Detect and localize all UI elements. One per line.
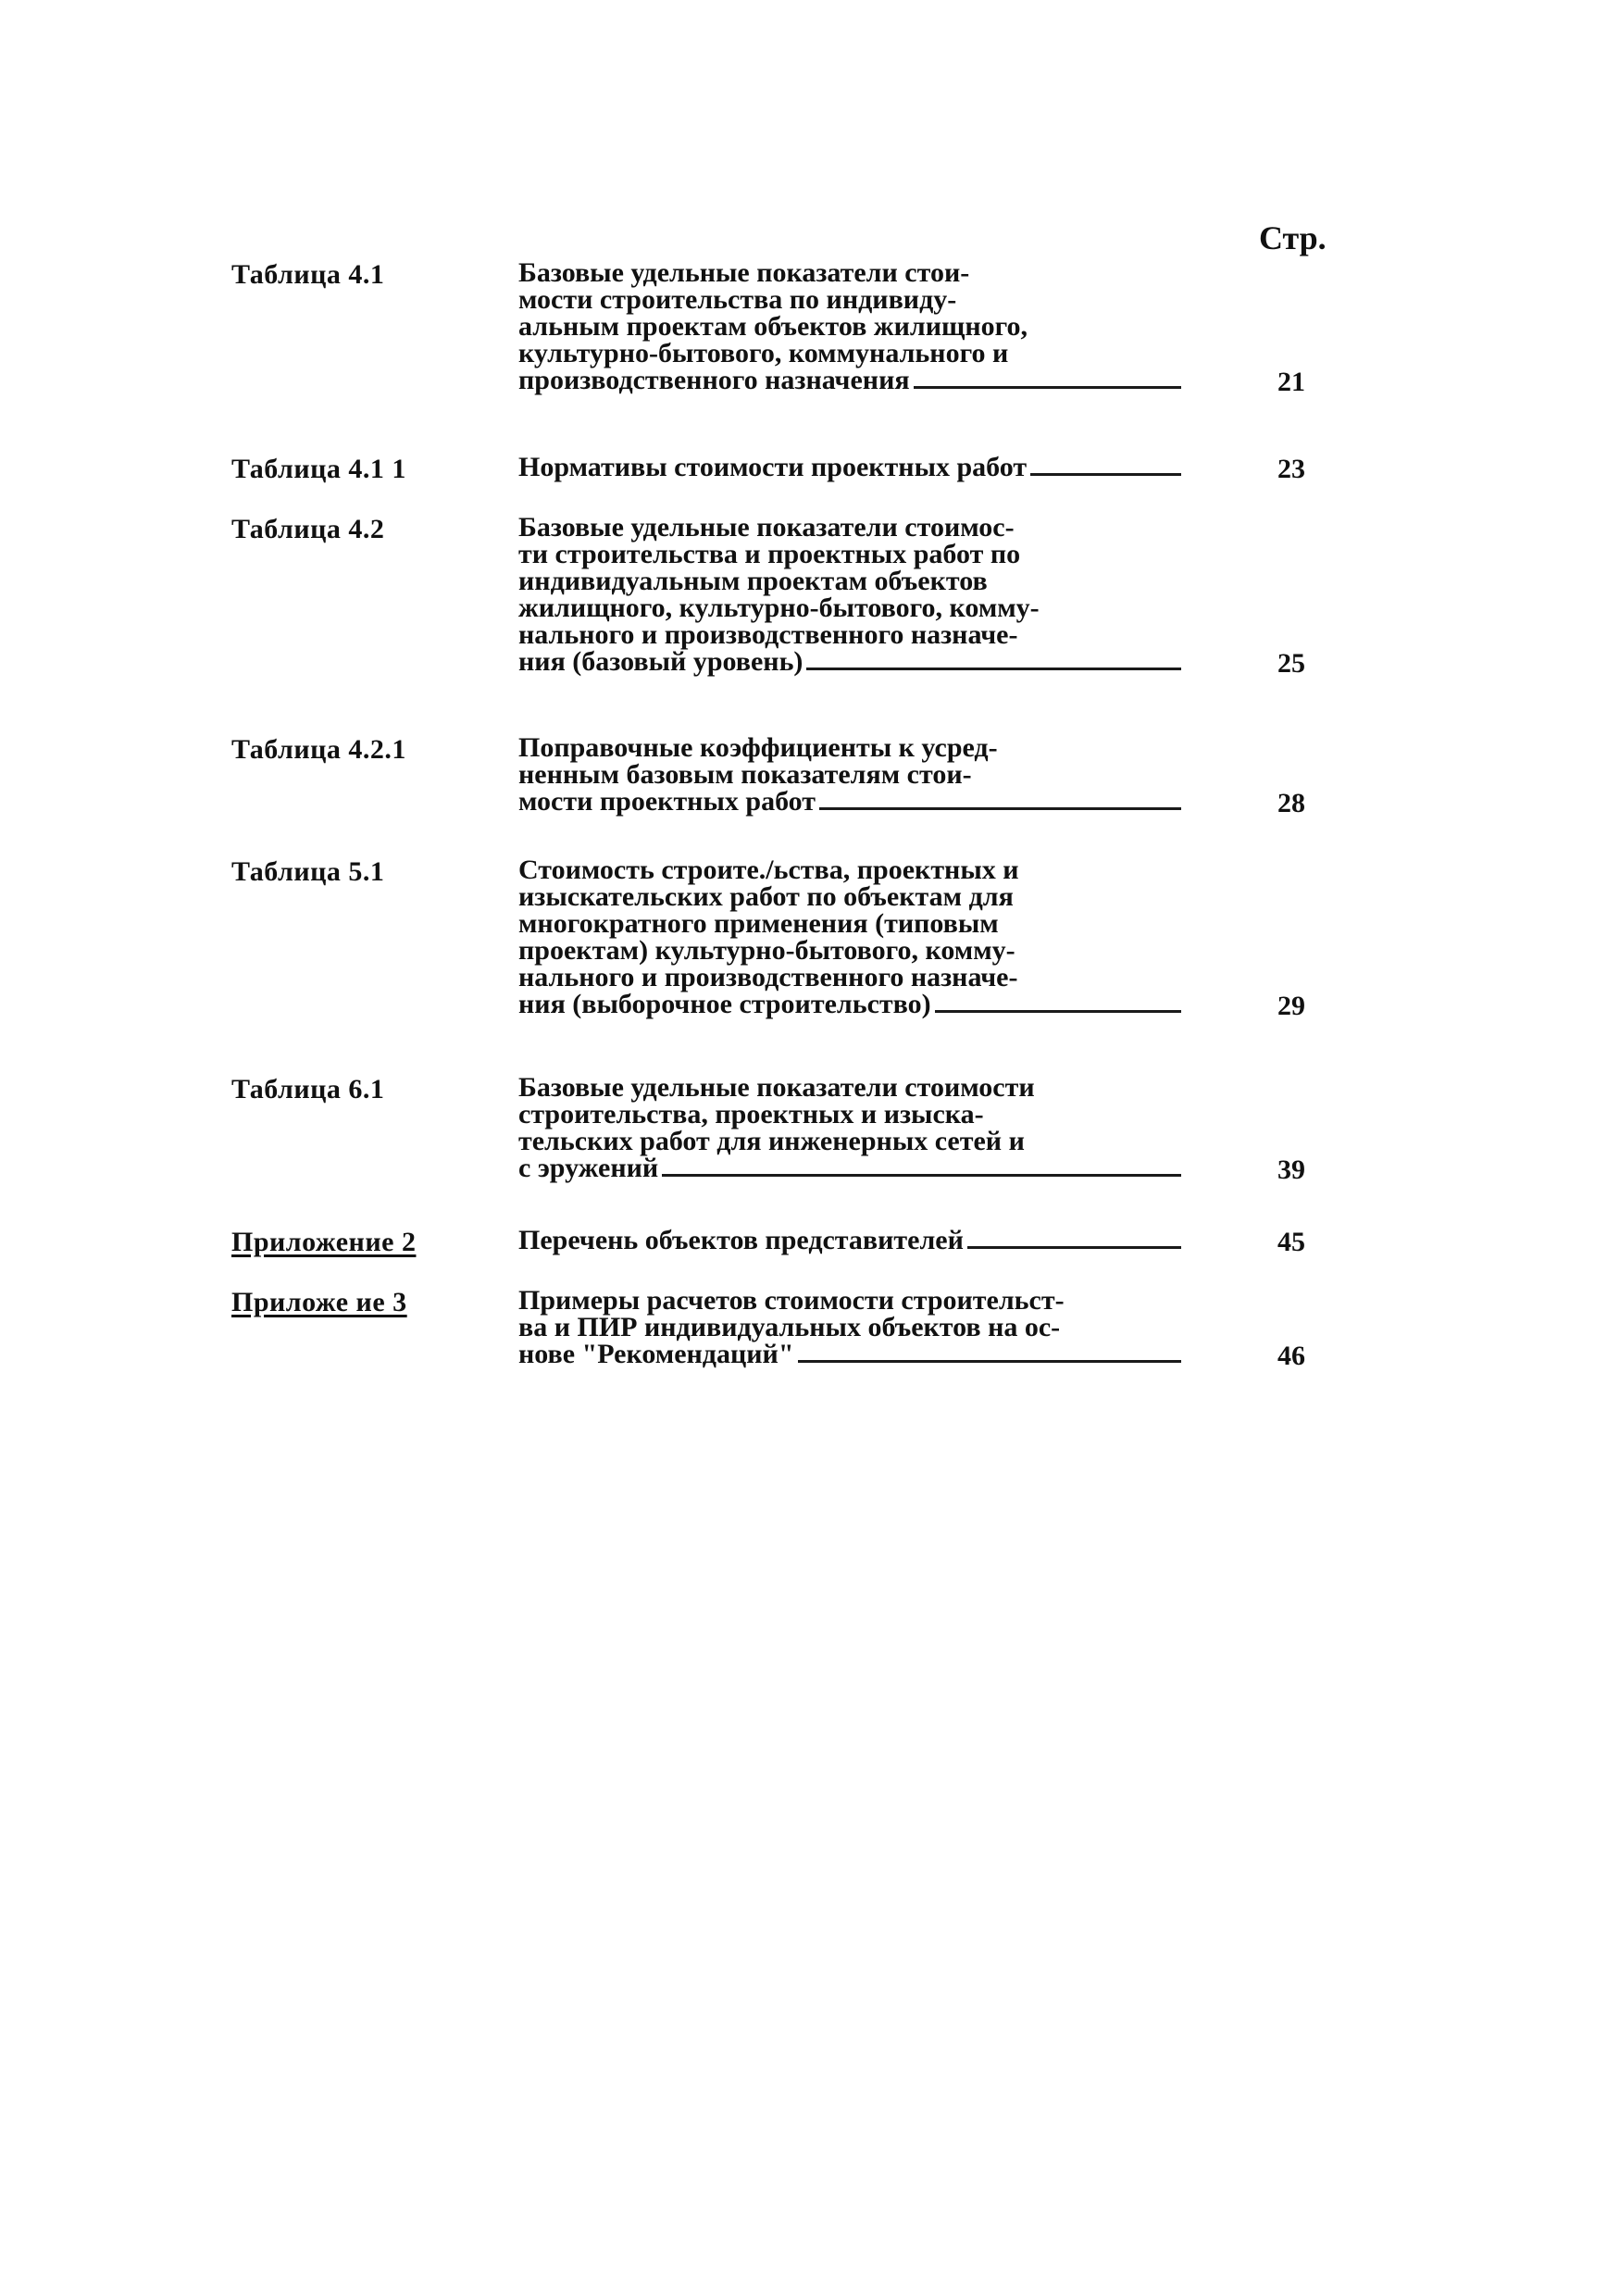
toc-entry-line: Базовые удельные показатели стоимос- (518, 512, 1015, 543)
toc-entry-description (518, 259, 1185, 394)
toc-entry-description (518, 514, 1185, 676)
toc-entry-line: мости проектных работ (518, 786, 816, 817)
toc-entry-line: нове "Рекомендаций" (518, 1339, 794, 1369)
toc-entry-line: производственного назначения (518, 365, 910, 395)
toc-entry-description (518, 1227, 1185, 1254)
toc-entry-page-number: 23 (1277, 454, 1305, 484)
toc-entry-line: изыскательских работ по объектам для (518, 881, 1014, 912)
toc-entry-page-number: 21 (1277, 367, 1305, 397)
toc-entry-line: проектам) культурно-бытового, комму- (518, 935, 1015, 966)
toc-entry-line: Стоимость строите./ьства, проектных и (518, 855, 1019, 885)
toc-entry-line: с эружений (518, 1153, 659, 1183)
toc-entry-description (518, 1287, 1185, 1368)
page-column-header: Стр. (1259, 219, 1327, 256)
toc-entry-label: Таблица 4.1 (231, 259, 385, 290)
toc-entry-line: ненным базовым показателям стои- (518, 759, 972, 790)
toc-entry-line: Перечень объектов представителей (518, 1225, 964, 1255)
toc-entry-page-number: 46 (1277, 1341, 1305, 1371)
toc-entry-page-number: 39 (1277, 1154, 1305, 1185)
toc-entry-line: индивидуальным проектам объектов (518, 566, 988, 596)
dot-leader (1030, 473, 1181, 476)
toc-entry-page-number: 45 (1277, 1227, 1305, 1257)
dot-leader (935, 1010, 1181, 1013)
toc-entry-line: культурно-бытового, коммунального и (518, 338, 1009, 368)
toc-entry-label: Таблица 4.1 1 (231, 454, 406, 484)
dot-leader (662, 1174, 1181, 1177)
toc-entry-line: нального и производственного назначе- (518, 619, 1018, 650)
toc-entry-line: Нормативы стоимости проектных работ (518, 452, 1028, 482)
toc-entry-line: Поправочные коэффициенты к усред- (518, 732, 998, 763)
toc-entry-line: тельских работ для инженерных сетей и (518, 1126, 1025, 1156)
toc-entry-description (518, 734, 1185, 816)
toc-entry-line: альным проектам объектов жилищного, (518, 311, 1028, 342)
toc-entry-line: Базовые удельные показатели стои- (518, 257, 970, 288)
toc-entry-line: ния (выборочное строительство) (518, 989, 931, 1019)
toc-entry-last-line (518, 1341, 1185, 1368)
toc-entry-last-line (518, 1154, 1185, 1182)
toc-entry-description (518, 1074, 1185, 1182)
toc-entry-last-line (518, 454, 1185, 481)
toc-entry-line: многократного применения (типовым (518, 908, 999, 939)
toc-entry-line: Базовые удельные показатели стоимости (518, 1072, 1035, 1103)
toc-entry-page-number: 29 (1277, 991, 1305, 1021)
toc-entry-page-number: 25 (1277, 648, 1305, 679)
toc-entry-label: Приложе ие 3 (231, 1287, 407, 1317)
dot-leader (914, 386, 1181, 389)
toc-entry-last-line (518, 1227, 1185, 1254)
toc-entry-line: ти строительства и проектных работ по (518, 539, 1021, 569)
toc-entry-page-number: 28 (1277, 788, 1305, 818)
toc-entry-line: ния (базовый уровень) (518, 646, 804, 677)
toc-entry-label: Таблица 4.2 (231, 514, 385, 544)
dot-leader (806, 668, 1181, 670)
toc-entry-line: мости строительства по индивиду- (518, 284, 957, 315)
dot-leader (967, 1246, 1181, 1249)
dot-leader (798, 1360, 1182, 1363)
dot-leader (819, 807, 1181, 810)
toc-entry-description (518, 856, 1185, 1018)
toc-entry-line: Примеры расчетов стоимости строительст- (518, 1285, 1065, 1316)
toc-entry-label: Таблица 4.2.1 (231, 734, 406, 765)
toc-entry-last-line (518, 788, 1185, 816)
toc-entry-last-line (518, 991, 1185, 1018)
toc-entry-line: ва и ПИР индивидуальных объектов на ос- (518, 1312, 1061, 1342)
toc-entry-last-line (518, 648, 1185, 676)
toc-entry-line: жилищного, культурно-бытового, комму- (518, 593, 1040, 623)
toc-entry-line: нального и производственного назначе- (518, 962, 1018, 992)
toc-entry-last-line (518, 367, 1185, 394)
toc-entry-description (518, 454, 1185, 481)
toc-entry-label: Таблица 6.1 (231, 1074, 385, 1104)
toc-entry-line: строительства, проектных и изыска- (518, 1099, 984, 1129)
toc-entry-label: Приложение 2 (231, 1227, 417, 1257)
toc-entry-label: Таблица 5.1 (231, 856, 385, 887)
